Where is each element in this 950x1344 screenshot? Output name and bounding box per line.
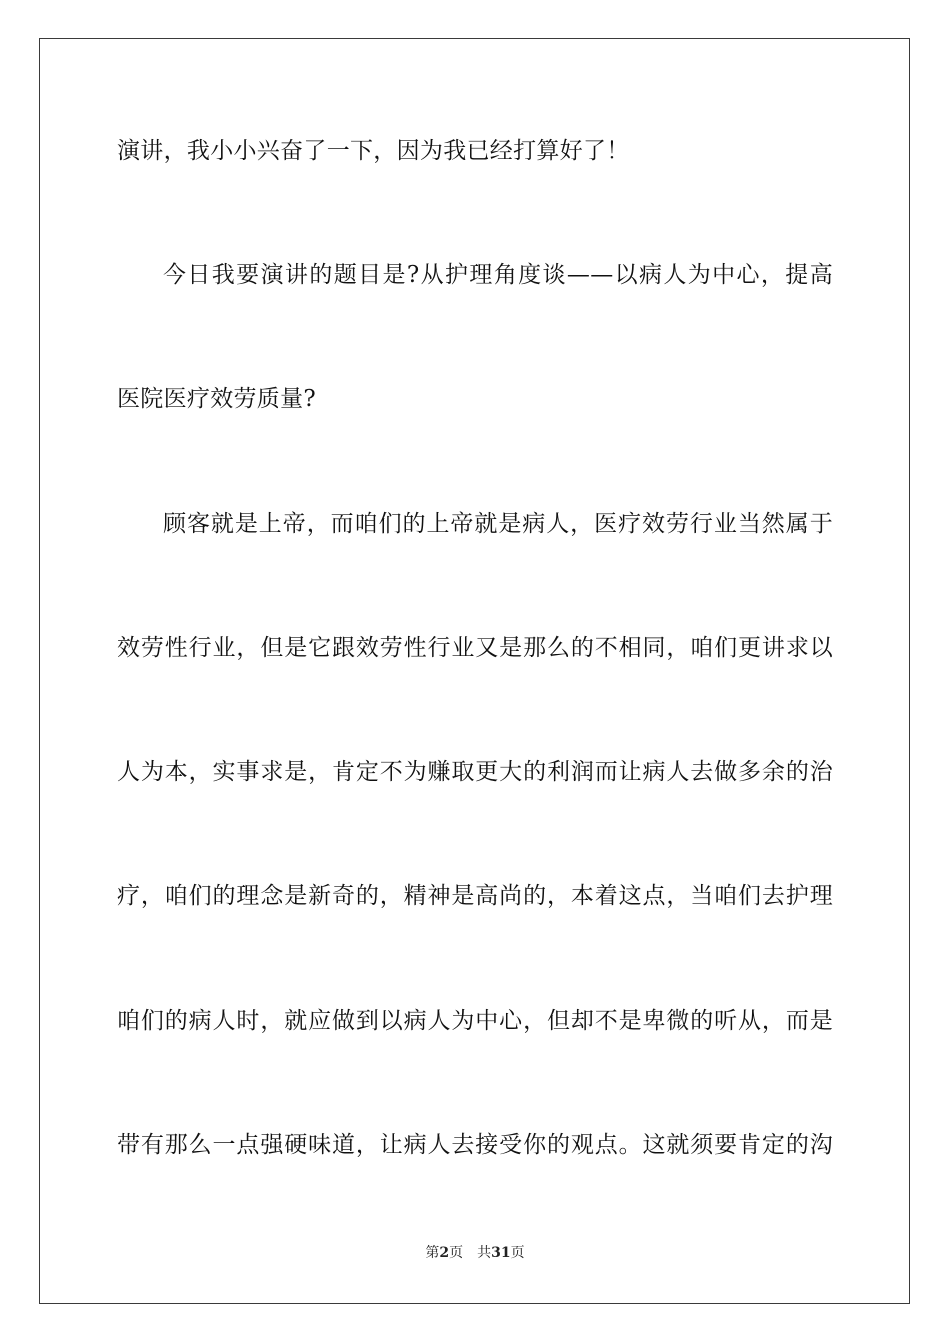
text-line-2: 今日我要演讲的题目是?从护理角度谈——以病人为中心，提高 [163, 262, 833, 288]
page-prefix: 第 [425, 1245, 440, 1261]
total-suffix: 页 [510, 1245, 525, 1261]
total-pages: 31 [491, 1245, 511, 1261]
page-footer [0, 1244, 950, 1262]
text-line-6: 人为本，实事求是，肯定不为赚取更大的利润而让病人去做多余的治 [117, 759, 833, 785]
text-line-8: 咱们的病人时，就应做到以病人为中心，但却不是卑微的听从，而是 [117, 1008, 833, 1034]
text-line-5: 效劳性行业，但是它跟效劳性行业又是那么的不相同，咱们更讲求以 [117, 635, 833, 661]
page-border [39, 38, 910, 1304]
page-number: 2 [439, 1245, 450, 1261]
total-prefix: 共 [477, 1245, 492, 1261]
text-line-4: 顾客就是上帝，而咱们的上帝就是病人，医疗效劳行业当然属于 [163, 511, 833, 537]
text-line-9: 带有那么一点强硬味道，让病人去接受你的观点。这就须要肯定的沟 [117, 1132, 833, 1158]
text-line-3: 医院医疗效劳质量? [117, 386, 317, 412]
text-line-7: 疗，咱们的理念是新奇的，精神是高尚的，本着这点，当咱们去护理 [117, 883, 833, 909]
text-line-1: 演讲，我小小兴奋了一下，因为我已经打算好了！ [117, 138, 630, 164]
page-suffix: 页 [449, 1245, 464, 1261]
